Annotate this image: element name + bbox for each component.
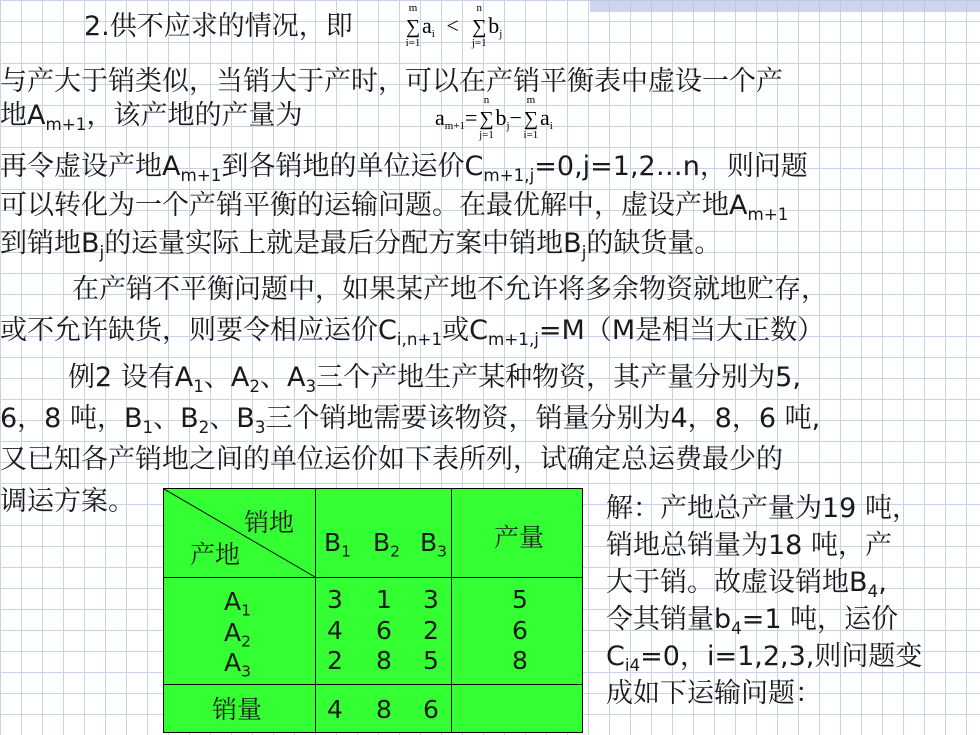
supply-cell: 5	[512, 585, 528, 614]
example-line4: 调运方案。	[0, 486, 135, 517]
para1-line1: 与产大于销类似，当销大于产时，可以在产销平衡表中虚设一个产	[0, 66, 783, 97]
sum-symbol: ∑ m i=1	[405, 2, 421, 49]
cost-table	[163, 488, 583, 733]
cost-cell: 8	[376, 646, 392, 675]
sum-symbol: ∑ n j=1	[479, 94, 494, 141]
heading-number: 2.	[84, 11, 110, 42]
cost-cell: 2	[327, 646, 343, 675]
corner-bottom-label: 产地	[190, 540, 241, 569]
solution-line1: 解：产地总产量为19 吨，	[606, 493, 919, 524]
supply-cell: 8	[512, 646, 528, 675]
para1-line4: 可以转化为一个产销平衡的运输问题。在最优解中，虚设产地$A_{m+1}$	[0, 190, 789, 224]
table-rule	[164, 684, 582, 685]
sum-symbol: ∑ n j=1	[471, 2, 487, 49]
heading-text: 供不应求的情况，即	[109, 11, 353, 42]
example-line3: 又已知各产销地之间的单位运价如下表所列，试确定总运费最少的	[0, 444, 783, 475]
row-label-a2: $A_2$	[224, 618, 251, 651]
demand-cell: 8	[376, 695, 392, 724]
supply-header: 产量	[494, 523, 545, 552]
col-header-b2: $B_2$	[373, 528, 401, 561]
cost-cell: 6	[376, 616, 392, 645]
example-line1: 例2 设有$A_1$、$A_2$、$A_3$三个产地生产某种物资，其产量分别为5,	[68, 362, 801, 396]
sum-symbol: ∑ m i=1	[523, 94, 539, 141]
row-label-a3: $A_3$	[224, 648, 251, 681]
cost-cell: 5	[423, 646, 439, 675]
heading	[84, 10, 353, 44]
supply-formula: am+1=∑ n j=1 bj−∑ m i=1 ai	[435, 94, 553, 141]
solution-text	[606, 490, 922, 712]
para1-line5: 到销地$B_j$的运量实际上就是最后分配方案中销地$B_j$的缺货量。	[0, 228, 722, 262]
demand-cell: 4	[327, 695, 343, 724]
para2-line2: 或不允许缺货，则要令相应运价$C_{i,n+1}$或$C_{m+1,j}=M(M$是相当大正数）	[0, 315, 825, 349]
demand-label: 销量	[212, 695, 263, 724]
cost-cell: 4	[327, 616, 343, 645]
demand-cell: 6	[423, 695, 439, 724]
para1-line3: 再令虚设产地$A_{m+1}$到各销地的单位运价$C_{m+1,j}=0,j=1,2\dots n$，则问题	[0, 151, 808, 185]
solution-line5: $C_{i4}=0$，i=1,2,3,则问题变	[606, 641, 923, 675]
col-header-b1: $B_1$	[324, 528, 352, 561]
top-accent-bar	[590, 0, 980, 12]
supply-cell: 6	[512, 616, 528, 645]
solution-line6: 成如下运输问题：	[606, 678, 822, 709]
row-label-a1: $A_1$	[224, 587, 251, 620]
table-rule	[451, 489, 452, 732]
cost-cell: 1	[376, 585, 392, 614]
solution-line2: 销地总销量为18 吨，产	[606, 530, 892, 561]
heading-formula: ∑ m i=1 ai < ∑ n j=1 bj	[405, 2, 503, 49]
solution-line4: 令其销量$b_4=1$ 吨，运价	[606, 604, 899, 638]
col-header-b3: $B_3$	[420, 528, 448, 561]
para1-line2: 地$A_{m+1}$，该产地的产量为	[0, 100, 303, 134]
example-line2: 6，8 吨，$B_1$、$B_2$、$B_3$三个销地需要该物资，销量分别为4，8，6 吨,	[0, 403, 821, 437]
corner-top-label: 销地	[244, 508, 295, 537]
solution-line3: 大于销。故虚设销地$B_4$,	[606, 567, 887, 601]
cost-cell: 3	[423, 585, 439, 614]
para2-line1: 在产销不平衡问题中，如果某产地不允许将多余物资就地贮存，	[72, 274, 828, 305]
cost-cell: 3	[327, 585, 343, 614]
cost-cell: 2	[423, 616, 439, 645]
